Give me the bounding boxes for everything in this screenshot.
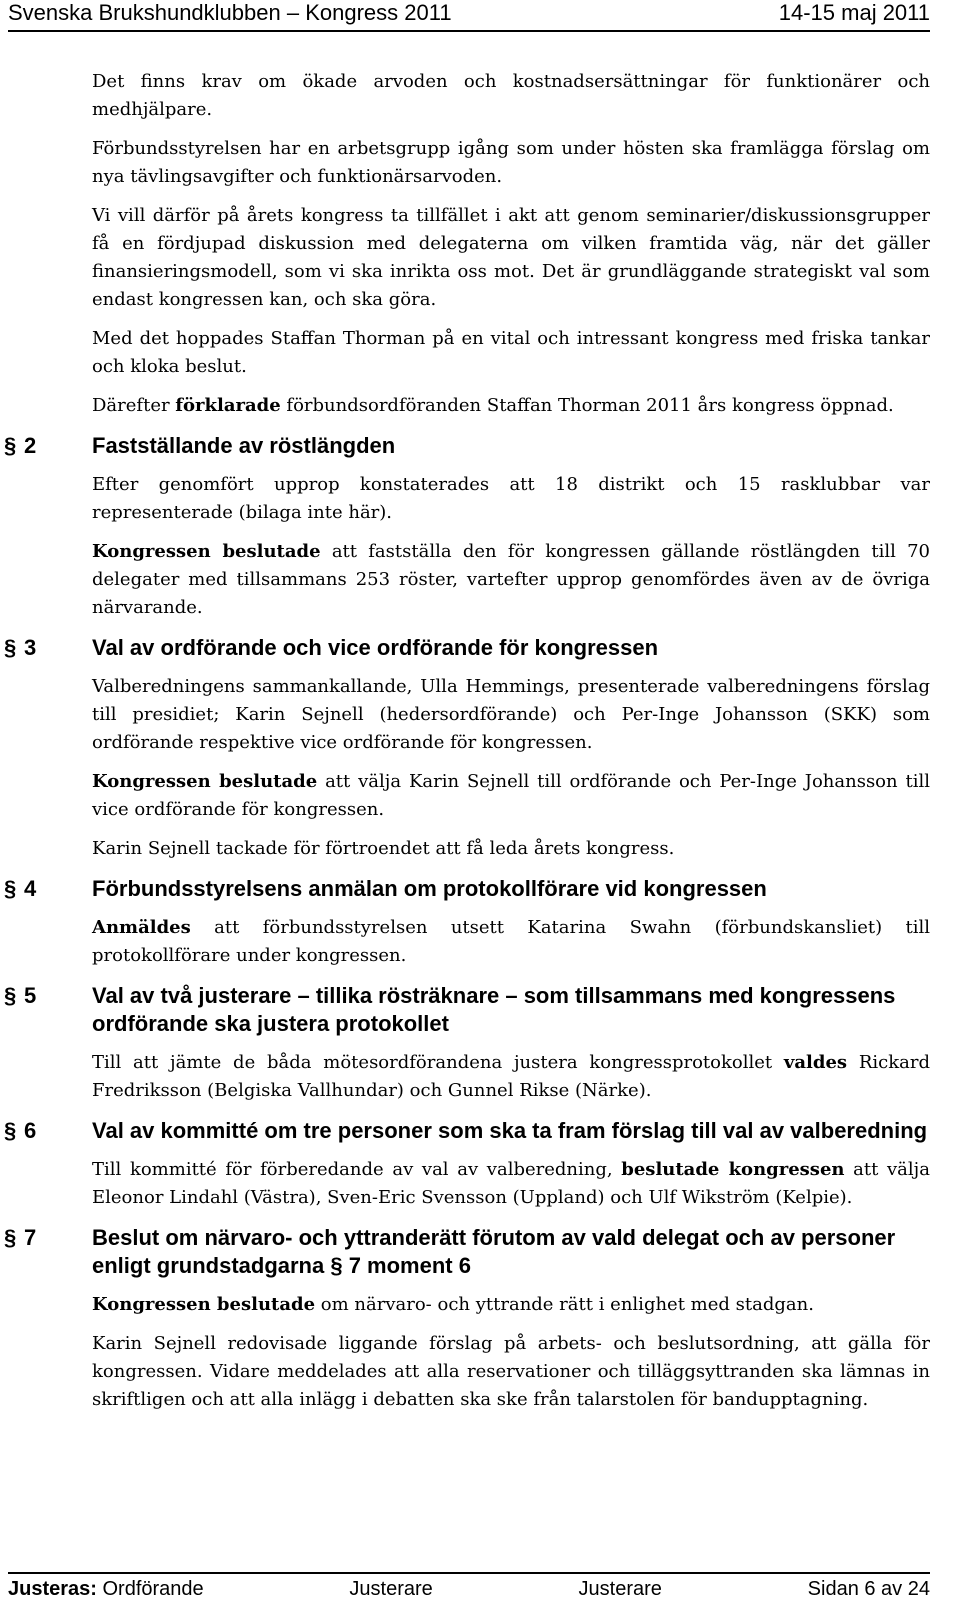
intro-paragraph-2: Förbundsstyrelsen har en arbetsgrupp igång som under hösten ska framlägga förslag om nya tävlingsavgifter och funktionärsarvoden. (92, 138, 930, 187)
intro-paragraph-5 (92, 392, 930, 420)
paragraph-sign-icon: § (4, 1225, 17, 1250)
section-title: Beslut om närvaro- och yttranderätt förutom av vald delegat och av personer enligt grundstadgarna § 7 moment 6 (92, 1225, 896, 1278)
section-title: Fastställande av röstlängden (92, 433, 396, 458)
footer-sig-checker-2: Justerare (578, 1577, 662, 1600)
section-number: 5 (24, 983, 37, 1008)
text-run: att förbundsstyrelsen utsett Katarina Swahn (förbundskansliet) till protokollförare under kongressen. (92, 917, 930, 966)
bold-run: Kongressen beslutade (92, 541, 321, 562)
section-number: 6 (24, 1118, 37, 1143)
section-heading-2 (4, 432, 930, 460)
section-3-paragraph-1: Valberedningens sammankallande, Ulla Hemmings, presenterade valberedningens förslag till presidiet; Karin Sejnell (hedersordförande) och Per-Inge Johansson (SKK) som ordförande respektive vice ordförande för kongressen. (92, 676, 930, 753)
section-title: Förbundsstyrelsens anmälan om protokollförare vid kongressen (92, 876, 767, 901)
section-2-paragraph-1: Efter genomfört upprop konstaterades att 18 distrikt och 15 rasklubbar var representerade (bilaga inte här). (92, 474, 930, 523)
section-heading-5 (4, 982, 930, 1038)
footer-signatures (8, 1578, 204, 1601)
document-body (4, 68, 930, 1425)
paragraph-sign-icon: § (4, 876, 17, 901)
text-run: att välja Karin Sejnell till ordförande och Per-Inge Johansson till vice ordförande för kongressen. (92, 771, 930, 820)
text-run: Rickard Fredriksson (Belgiska Vallhundar) och Gunnel Rikse (Närke). (92, 1052, 930, 1101)
section-2-paragraph-2 (92, 538, 930, 622)
text-run: Till att jämte de båda mötesordförandena justera kongressprotokollet (92, 1052, 784, 1073)
text-run: om närvaro- och yttrande rätt i enlighet med stadgan. (315, 1294, 814, 1315)
section-title: Val av kommitté om tre personer som ska ta fram förslag till val av valberedning (92, 1118, 928, 1143)
section-heading-6 (4, 1117, 930, 1145)
page-number: Sidan 6 av 24 (807, 1577, 930, 1600)
footer-sig-checker-1: Justerare (349, 1577, 433, 1600)
text-run: att välja Eleonor Lindahl (Västra), Sven-Eric Svensson (Uppland) och Ulf Wikström (Kelpie). (92, 1159, 930, 1208)
section-7-paragraph-1 (92, 1291, 930, 1319)
bold-run: Anmäldes (92, 917, 191, 938)
section-title: Val av ordförande och vice ordförande för kongressen (92, 635, 659, 660)
bold-run: förklarade (175, 395, 281, 416)
bold-run: Kongressen beslutade (92, 1294, 316, 1315)
section-number: 2 (24, 433, 37, 458)
section-6-paragraph-1 (92, 1156, 930, 1212)
paragraph-sign-icon: § (4, 1118, 17, 1143)
header-title: Svenska Brukshundklubben – Kongress 2011 (8, 0, 452, 25)
paragraph-sign-icon: § (4, 433, 17, 458)
section-heading-7 (4, 1224, 930, 1280)
bold-run: beslutade kongressen (621, 1159, 845, 1180)
header-date: 14-15 maj 2011 (778, 0, 930, 25)
section-number: 3 (24, 635, 37, 660)
page-footer (8, 1574, 930, 1604)
section-3-paragraph-2 (92, 768, 930, 824)
section-5-paragraph-1 (92, 1049, 930, 1105)
section-heading-4 (4, 875, 930, 903)
intro-paragraph-3: Vi vill därför på årets kongress ta tillfället i akt att genom seminarier/diskussionsgrupper få en fördjupad diskussion med delegaterna om vilken framtida väg, när det gäller finansieringsmodell, som vi ska inrikta oss mot. Det är grundläggande strategiskt val som endast kongressen kan, och ska göra. (92, 205, 930, 310)
footer-sig-chair: Ordförande (102, 1577, 204, 1600)
text-run: att fastställa den för kongressen gällande röstlängden till 70 delegater med tillsammans 253 röster, vartefter upprop genomfördes även av de övriga närvarande. (92, 541, 930, 618)
footer-label: Justeras: (8, 1577, 97, 1600)
bold-run: valdes (783, 1052, 848, 1073)
text-run: förbundsordföranden Staffan Thorman 2011 års kongress öppnad. (280, 395, 894, 416)
text-run: Till kommitté för förberedande av val av valberedning, (92, 1159, 622, 1180)
header-rule (8, 30, 930, 32)
section-title: Val av två justerare – tillika rösträknare – som tillsammans med kongressens ordförande ska justera protokollet (92, 983, 896, 1036)
bold-run: Kongressen beslutade (92, 771, 318, 792)
paragraph-sign-icon: § (4, 983, 17, 1008)
section-number: 4 (24, 876, 37, 901)
intro-paragraph-1: Det finns krav om ökade arvoden och kostnadsersättningar för funktionärer och medhjälpare. (92, 71, 930, 120)
paragraph-sign-icon: § (4, 635, 17, 660)
section-heading-3 (4, 634, 930, 662)
section-7-paragraph-2: Karin Sejnell redovisade liggande förslag på arbets- och beslutsordning, att gälla för kongressen. Vidare meddelades att alla reservationer och tilläggsyttranden ska lämnas in skriftligen och att alla inlägg i debatten ska ske från talarstolen för bandupptagning. (92, 1333, 930, 1410)
section-4-paragraph-1 (92, 914, 930, 970)
section-3-paragraph-3: Karin Sejnell tackade för förtroendet att få leda årets kongress. (92, 838, 675, 859)
section-number: 7 (24, 1225, 37, 1250)
text-run: Därefter (92, 395, 176, 416)
page-header (8, 0, 930, 30)
intro-paragraph-4: Med det hoppades Staffan Thorman på en vital och intressant kongress med friska tankar och kloka beslut. (92, 328, 930, 377)
